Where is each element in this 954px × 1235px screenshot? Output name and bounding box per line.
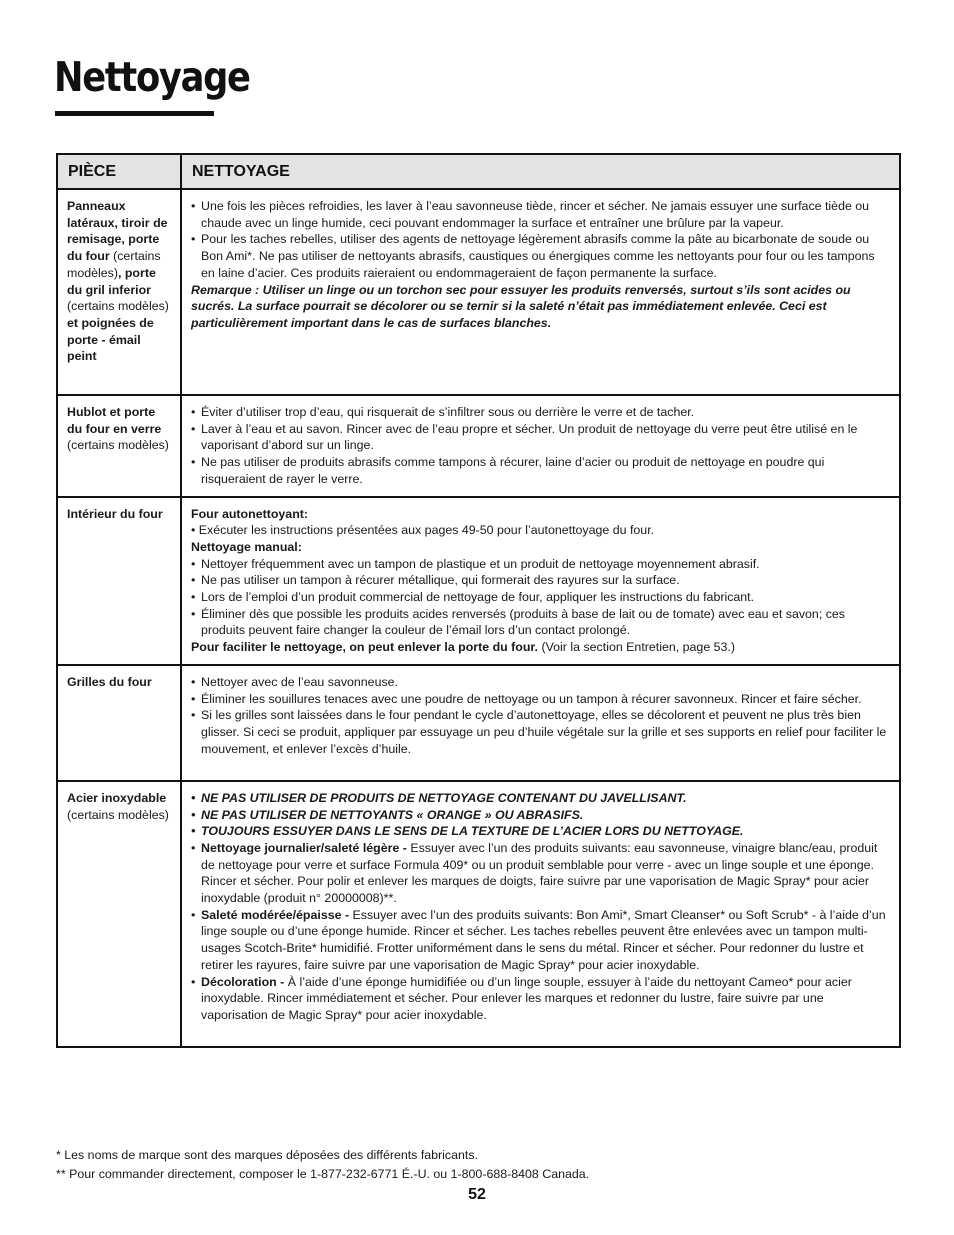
- piece-cell: Grilles du four: [57, 665, 181, 781]
- list-item: • Éviter d’utiliser trop d’eau, qui risquerait de s’infiltrer sous ou derrière le verre et de tacher.: [191, 404, 891, 421]
- page-number: 52: [468, 1186, 486, 1203]
- bullet-list: [191, 556, 891, 640]
- list-item: • Une fois les pièces refroidies, les laver à l’eau savonneuse tiède, rincer et sécher. Ne jamais essuyer une surface tiède ou chaude avec un linge humide, ceci pouvant endommager la surface et entraîner une brûlure par la vapeur.: [191, 198, 891, 231]
- remark-note: Remarque : Utiliser un linge ou un torchon sec pour essuyer les produits renversés, surtout s’ils sont acides ou sucrés. La surface pourrait se décolorer ou se ternir si la saleté n’était pas immédiatement enlevée. Ceci est particulièrement important dans le cas de surfaces blanches.: [191, 282, 851, 330]
- list-item: • Si les grilles sont laissées dans le four pendant le cycle d’autonettoyage, elles se décolorent et peuvent ne plus très bien glisser. Si ceci se produit, appliquer par essuyage un peu d’huile végétale sur la grille et ses supports en relief pour faciliter le mouvement, et enlever l’excès d’huile.: [191, 707, 891, 757]
- warning-item: • TOUJOURS ESSUYER DANS LE SENS DE LA TEXTURE DE L’ACIER LORS DU NETTOYAGE.: [191, 823, 891, 840]
- piece-cell: Intérieur du four: [57, 497, 181, 665]
- piece-cell: Acier inoxydable (certains modèles): [57, 781, 181, 1047]
- list-item: • Éliminer dès que possible les produits acides renversés (produits à base de lait ou de tomate) avec eau et savon; ces produits peuvent faire changer la couleur de l’émail lors d’un contact prolongé.: [191, 606, 891, 639]
- list-item: • Nettoyer avec de l’eau savonneuse.: [191, 674, 891, 691]
- cleaning-table: [56, 153, 901, 1048]
- header-piece: PIÈCE: [57, 154, 181, 189]
- manual-clean-heading: Nettoyage manual:: [191, 539, 302, 554]
- footnote: * Les noms de marque sont des marques déposées des différents fabricants.: [56, 1148, 478, 1162]
- bullet-list: [191, 404, 891, 488]
- table-row: [57, 189, 900, 395]
- page-title: Nettoyage: [54, 53, 250, 101]
- table-header-row: [57, 154, 900, 189]
- bullet-list: [191, 674, 891, 758]
- list-item: • Saleté modérée/épaisse - Essuyer avec l’un des produits suivants: Bon Ami*, Smart Cleanser* ou Soft Scrub* - à l’aide d’un linge souple ou d’une éponge humide. Rincer et sécher. Les taches rebelles peuvent être enlevées avec un tampon multi-usages Scotch-Brite* humidifié. Frotter uniformément dans le sens du métal. Rincer et sécher. Pour redonner du lustre et retirer les rayures, faire suivre par une vaporisation de Magic Spray* pour acier inoxydable.: [191, 907, 891, 974]
- bullet-list: [191, 790, 891, 1024]
- list-item: • Nettoyage journalier/saleté légère - Essuyer avec l’un des produits suivants: eau savonneuse, vinaigre blanc/eau, produit de nettoyage pour verre et surface Formula 409* ou un produit semblable pour verre - avec un linge souple et une éponge. Rincer et sécher. Pour polir et enlever les marques de doigts, faire suivre par une vaporisation de Magic Spray* pour acier inoxydable (produit n° 20000008)**.: [191, 840, 891, 907]
- cleaning-cell: [181, 781, 900, 1047]
- footnotes: [56, 1146, 589, 1184]
- cleaning-cell: [181, 665, 900, 781]
- warning-item: • NE PAS UTILISER DE NETTOYANTS « ORANGE » OU ABRASIFS.: [191, 807, 891, 824]
- table-row: [57, 781, 900, 1047]
- list-item: • Lors de l’emploi d’un produit commercial de nettoyage de four, appliquer les instructions du fabricant.: [191, 589, 891, 606]
- header-cleaning: NETTOYAGE: [181, 154, 900, 189]
- title-underline: [55, 111, 214, 116]
- self-clean-text: • Exécuter les instructions présentées aux pages 49-50 pour l’autonettoyage du four.: [191, 523, 655, 538]
- list-item: • Ne pas utiliser un tampon à récurer métallique, qui formerait des rayures sur la surface.: [191, 572, 891, 589]
- cleaning-cell: [181, 497, 900, 665]
- list-item: • Ne pas utiliser de produits abrasifs comme tampons à récurer, laine d’acier ou produit de nettoyage en poudre qui risqueraient de rayer le verre.: [191, 454, 891, 487]
- list-item: • Décoloration - À l’aide d’une éponge humidifiée ou d’un linge souple, essuyer à l’aide du nettoyant Cameo* pour acier inoxydable. Rincer immédiatement et sécher. Pour enlever les marques et redonner du lustre, faire suivre par une vaporisation de Magic Spray* pour acier inoxydable.: [191, 974, 891, 1024]
- piece-cell: Hublot et porte du four en verre (certains modèles): [57, 395, 181, 497]
- list-item: • Laver à l’eau et au savon. Rincer avec de l’eau propre et sécher. Un produit de nettoyage du verre peut être utilisé en le vaporisant d’abord sur un linge.: [191, 421, 891, 454]
- door-removal-note: Pour faciliter le nettoyage, on peut enlever la porte du four. (Voir la section Entretien, page 53.): [191, 640, 736, 655]
- table-row: [57, 395, 900, 497]
- list-item: • Pour les taches rebelles, utiliser des agents de nettoyage légèrement abrasifs comme la pâte au bicarbonate de soude ou Bon Ami*. Ne pas utiliser de nettoyants abrasifs, caustiques ou énergiques comme les nettoyants pour four ou les tampons en laine d’acier. Ces produits raieraient ou endommageraient de façon permanente la surface.: [191, 231, 891, 281]
- list-item: • Nettoyer fréquemment avec un tampon de plastique et un produit de nettoyage moyennement abrasif.: [191, 556, 891, 573]
- table-row: [57, 665, 900, 781]
- cleaning-cell: [181, 395, 900, 497]
- list-item: • Éliminer les souillures tenaces avec une poudre de nettoyage ou un tampon à récurer savonneux. Rincer et faire sécher.: [191, 691, 891, 708]
- footnote: ** Pour commander directement, composer le 1-877-232-6771 É.-U. ou 1-800-688-8408 Canada.: [56, 1167, 590, 1181]
- piece-cell: Panneaux latéraux, tiroir de remisage, porte du four (certains modèles), porte du gril inferior (certains modèles) et poignées de porte - émail peint: [57, 189, 181, 395]
- warning-item: • NE PAS UTILISER DE PRODUITS DE NETTOYAGE CONTENANT DU JAVELLISANT.: [191, 790, 891, 807]
- bullet-list: [191, 198, 891, 282]
- self-clean-heading: Four autonettoyant:: [191, 506, 309, 521]
- cleaning-cell: [181, 189, 900, 395]
- table-row: [57, 497, 900, 665]
